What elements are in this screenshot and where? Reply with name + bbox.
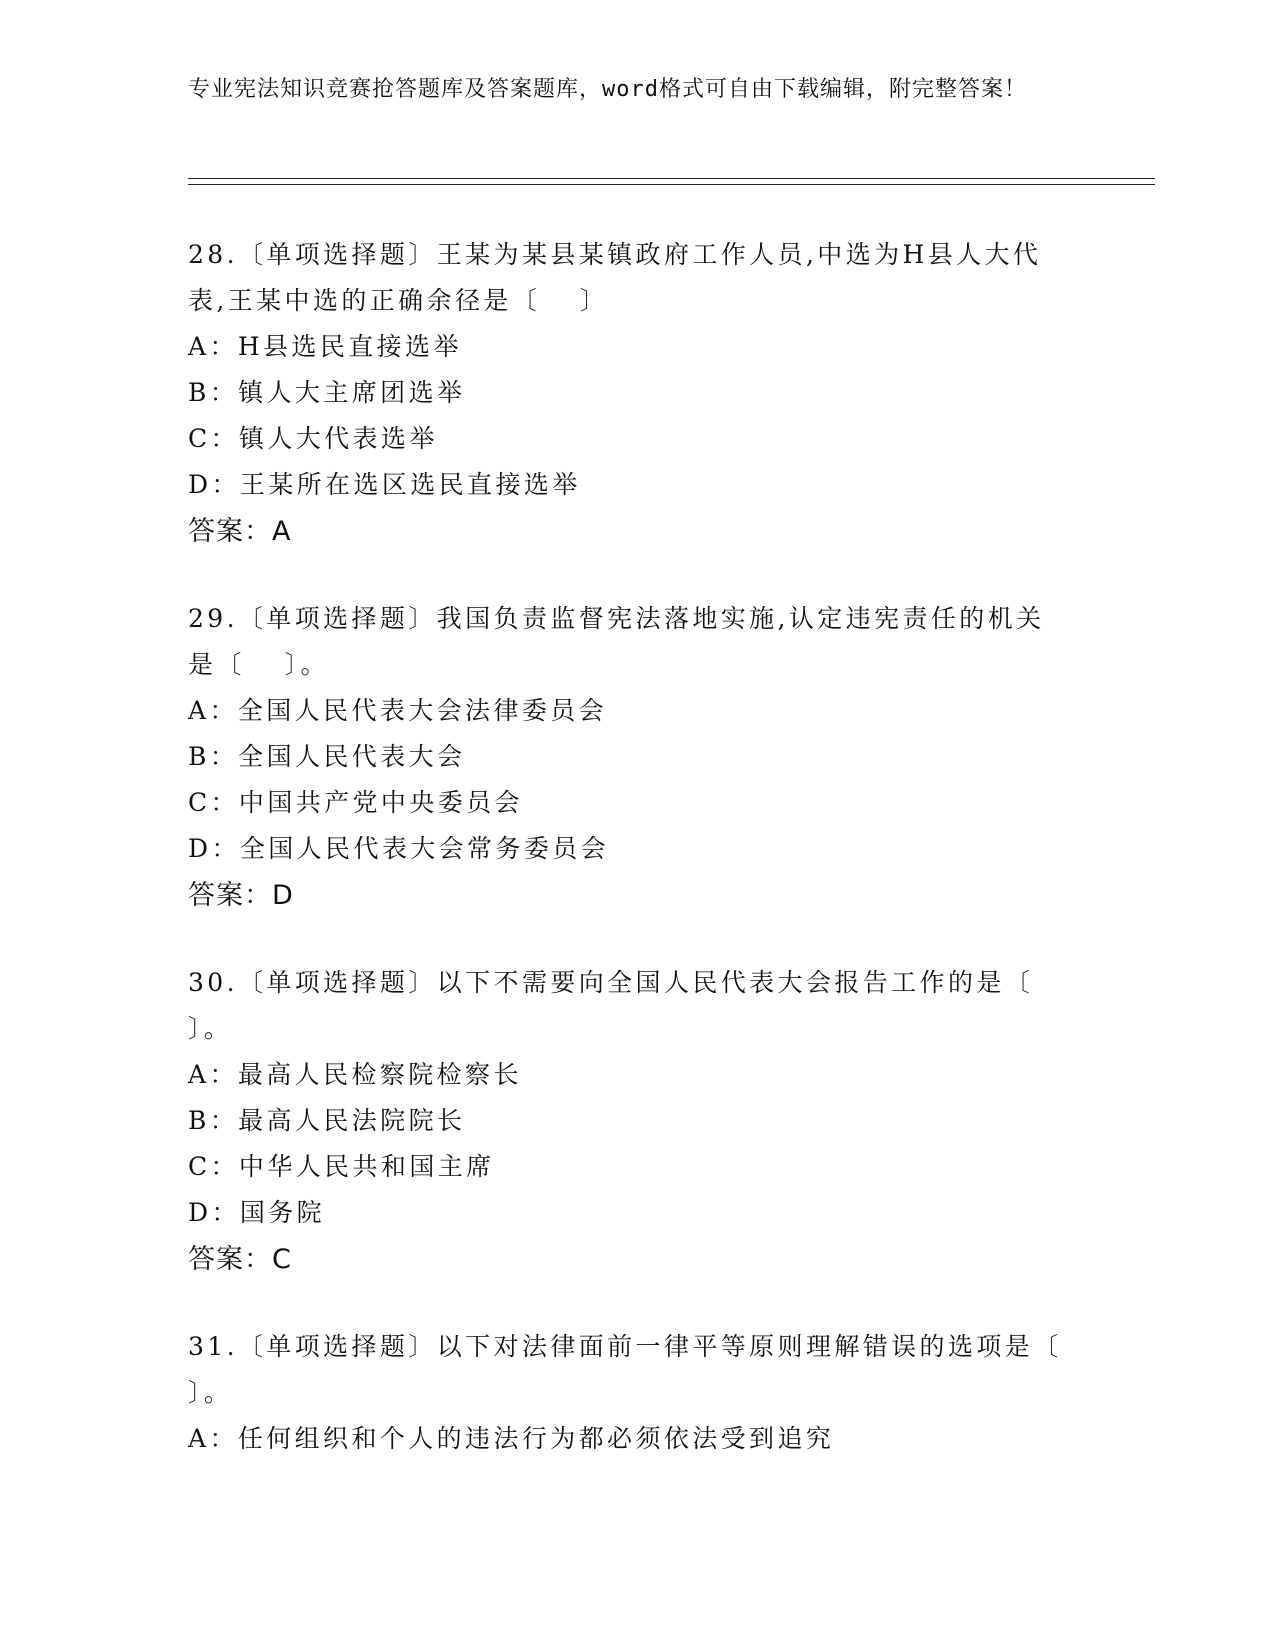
question-stem: 28.〔单项选择题〕王某为某县某镇政府工作人员,中选为H县人大代表,王某中选的正确余径是〔 〕 [188, 240, 1042, 315]
header-divider-bottom [188, 184, 1155, 185]
question-stem: 31.〔单项选择题〕以下对法律面前一律平等原则理解错误的选项是〔 〕。 [188, 1332, 1062, 1407]
option-d: D：国务院 [188, 1198, 326, 1227]
question-29 [188, 596, 1068, 919]
option-a: A：全国人民代表大会法律委员会 [188, 696, 608, 725]
answer: 答案：C [188, 1244, 292, 1275]
question-31 [188, 1324, 1068, 1462]
option-d: D：全国人民代表大会常务委员会 [188, 834, 610, 863]
document-header: 专业宪法知识竞赛抢答题库及答案题库，word格式可自由下载编辑，附完整答案！ [188, 77, 1027, 102]
header-divider-top [188, 178, 1155, 179]
option-a: A：H县选民直接选举 [188, 332, 462, 361]
question-stem: 30.〔单项选择题〕以下不需要向全国人民代表大会报告工作的是〔 〕。 [188, 968, 1034, 1043]
question-28 [188, 232, 1068, 555]
option-c: C：镇人大代表选举 [188, 424, 438, 453]
option-a: A：最高人民检察院检察长 [188, 1060, 522, 1089]
option-c: C：中华人民共和国主席 [188, 1152, 495, 1181]
answer: 答案：A [188, 516, 292, 547]
option-c: C：中国共产党中央委员会 [188, 788, 523, 817]
option-a: A：任何组织和个人的违法行为都必须依法受到追究 [188, 1424, 835, 1453]
answer: 答案：D [188, 880, 294, 911]
option-d: D：王某所在选区选民直接选举 [188, 470, 581, 499]
question-30 [188, 960, 1068, 1283]
option-b: B：最高人民法院院长 [188, 1106, 466, 1135]
question-stem: 29.〔单项选择题〕我国负责监督宪法落地实施,认定违宪责任的机关是〔 〕。 [188, 604, 1045, 679]
option-b: B：全国人民代表大会 [188, 742, 466, 771]
option-b: B：镇人大主席团选举 [188, 378, 466, 407]
